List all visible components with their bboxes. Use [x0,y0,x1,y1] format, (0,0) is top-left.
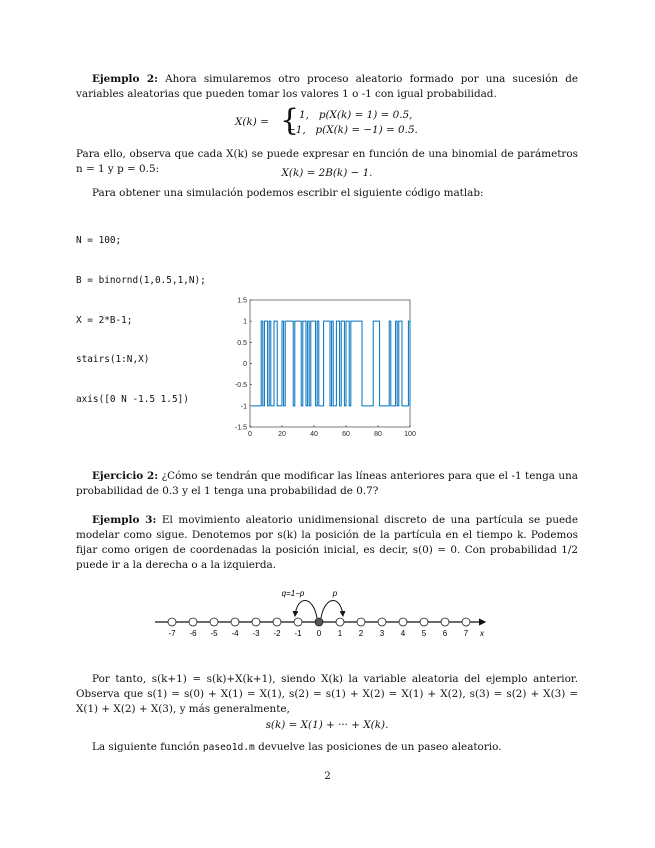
equation-case-2: −1, p(X(k) = −1) = 0.5. [287,124,418,136]
position-label: -7 [168,629,176,638]
x-tick-label: 100 [404,431,416,438]
position-label: 4 [400,629,406,638]
position-node [294,618,302,626]
position-label: 3 [379,629,385,638]
position-label: -6 [189,629,197,638]
ejemplo-3-title: Ejemplo 3: [92,514,157,526]
y-tick-label: -1 [240,403,247,411]
x-tick-label: 20 [278,431,286,438]
x-tick-label: 80 [374,431,382,438]
position-node [357,618,365,626]
stairs-series-line [252,321,410,406]
equation-sum: s(k) = X(1) + ··· + X(k). [265,719,389,731]
code-line: X = 2*B-1; [76,314,133,326]
y-tick-label: 1 [243,318,247,326]
page-number: 2 [324,770,331,782]
left-jump-arrow [295,600,317,618]
equation-brace: { [280,103,300,138]
position-node [336,618,344,626]
position-label: -4 [231,629,239,638]
ejercicio-2-text: ¿Cómo se tendrán que modificar las líneas anteriores para que el -1 tenga una probabilidad de 0.3 y el 1 tenga una probabilidad de 0.7? [76,470,578,497]
position-node [231,618,239,626]
position-node [168,618,176,626]
para-simulacion: Para obtener una simulación podemos escribir el siguiente código matlab: [92,187,484,199]
random-walk-diagram [155,585,495,645]
position-label: -3 [252,629,260,638]
matlab-code-block [76,208,206,419]
position-node [189,618,197,626]
position-node [462,618,470,626]
ejemplo-3-paragraph [76,513,578,573]
function-name-code: paseo1d.m [202,742,255,753]
x-tick-label: 0 [248,431,252,438]
equation-lhs: X(k) = [235,116,269,128]
position-node [210,618,218,626]
y-tick-label: 0.5 [237,339,247,347]
position-label: -2 [273,629,281,638]
y-tick-label: -0.5 [234,382,247,390]
position-label: 1 [337,629,343,638]
position-label: -5 [210,629,218,638]
right-jump-arrow [321,600,343,618]
left-probability-label: q=1−p [281,589,305,598]
ejemplo-2-text: Ahora simularemos otro proceso aleatorio formado por una sucesión de variables aleatorias que pueden tomar los valores 1 o -1 con igual probabilidad. [76,73,578,100]
para-recurrence: Por tanto, s(k+1) = s(k)+X(k+1), siendo X(k) la variable aleatoria del ejemplo anterior. Observa que s(1) = s(0) + X(1) = X(1), s(2) = s(1) + X(2) = X(1) + X(2), s(3) = s(2) + X(3) = X(1) + X(2) + X(3), y más generalmente, [76,673,578,715]
position-label: 7 [463,629,469,638]
x-tick-label: 60 [342,431,350,438]
position-label: 0 [316,629,322,638]
equation-binomial: X(k) = 2B(k) − 1. [281,167,373,179]
right-probability-label: p [332,589,338,598]
x-tick-label: 40 [310,431,318,438]
y-tick-label: 1.5 [237,297,247,305]
code-line: B = binornd(1,0.5,1,N); [76,275,206,287]
position-label: 6 [442,629,448,638]
ejemplo-2-title: Ejemplo 2: [92,73,158,85]
position-label: 2 [358,629,364,638]
axis-x-label: x [480,629,484,638]
ejemplo-3-text: El movimiento aleatorio unidimensional discreto de una partícula se puede modelar como sigue. Denotemos por s(k) la posición de la partícula en el tiempo k. Podemos fijar como origen de coordenadas la posición inicial, es decir, s(0) = 0. Con probabilidad 1/2 puede ir a la derecha o a la izquierda. [76,514,578,571]
y-tick-label: -1.5 [234,424,247,432]
para-function-text-2: devuelve las posiciones de un paseo aleatorio. [254,741,502,753]
position-node [420,618,428,626]
position-label: 5 [421,629,427,638]
para-function-text-1: La siguiente función [92,741,203,753]
position-node [252,618,260,626]
position-node [441,618,449,626]
y-tick-label: 0 [243,361,247,368]
position-node [399,618,407,626]
ejercicio-2-title: Ejercicio 2: [92,470,159,482]
position-label: -1 [294,629,302,638]
ejemplo-2-paragraph [76,72,578,102]
para-binomial: Para ello, observa que cada X(k) se puede expresar en función de una binomial de parámetros n = 1 y p = 0.5: [76,148,578,175]
code-line: stairs(1:N,X) [76,354,150,366]
ejercicio-2-paragraph [76,469,578,499]
origin-node [315,618,323,626]
para-function [76,740,578,755]
position-node [273,618,281,626]
code-line: N = 100; [76,235,122,247]
equation-case-1: 1, p(X(k) = 1) = 0.5, [299,109,413,121]
position-node [378,618,386,626]
stairs-chart [222,294,422,444]
code-line: axis([0 N -1.5 1.5]) [76,393,189,405]
